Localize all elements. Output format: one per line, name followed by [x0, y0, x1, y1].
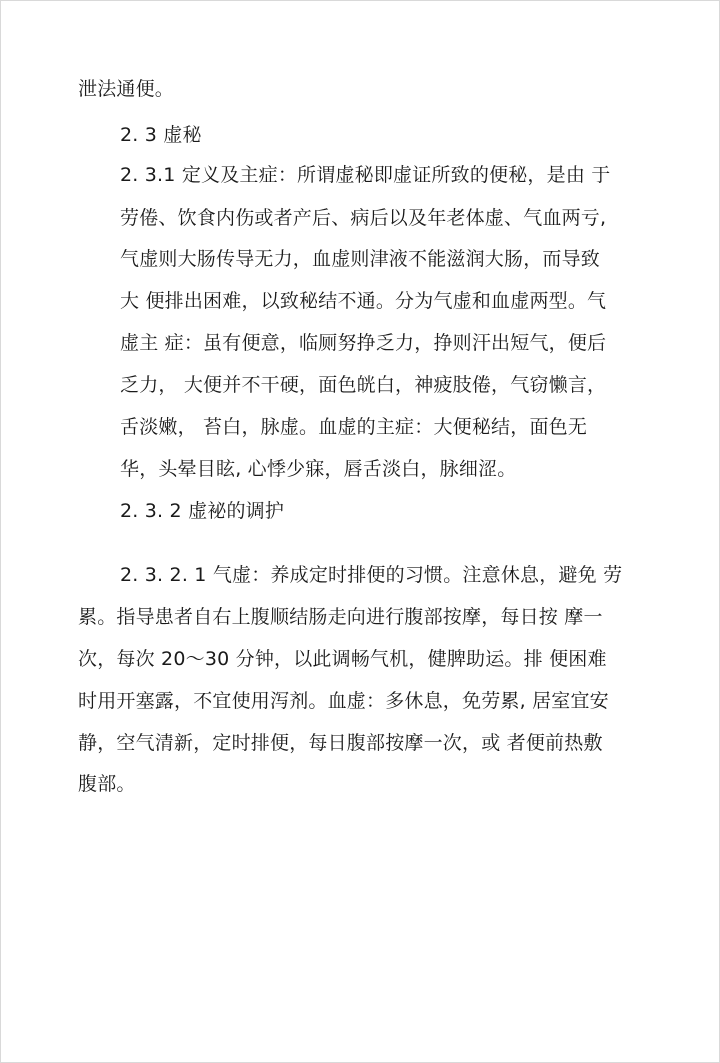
section-heading-2-3: 2. 3 虚秘 — [120, 124, 202, 146]
text-line-8: 乏力， 大便并不干硬，面色㿠白，神疲肢倦，气窃懒言， — [120, 374, 607, 396]
text-line-12: 2. 3. 2. 1 气虚：养成定时排便的习惯。注意休息，避免 劳 — [120, 564, 623, 586]
section-heading-2-3-2: 2. 3. 2 虚袐的调护 — [120, 500, 285, 522]
text-line-3: 2. 3.1 定义及主症：所谓虚秘即虚证所致的便秘，是由 于 — [120, 164, 611, 186]
text-line-16: 静，空气清新，定时排便，每日腹部按摩一次，或 者便前热敷 — [78, 732, 603, 754]
text-line-13: 累。指导患者自右上腹顺结肠走向进行腹部按摩，每日按 摩一 — [78, 606, 603, 628]
text-line-4: 劳倦、饮食内伤或者产后、病后以及年老体虚、气血两亏, — [120, 207, 607, 229]
text-line-17: 腹部。 — [78, 773, 136, 795]
text-line-6: 大 便排出困难，以致秘结不通。分为气虚和血虚两型。气 — [120, 290, 607, 312]
text-line-1: 泄法通便。 — [78, 78, 175, 100]
text-line-10: 华，头晕目眩, 心悸少寐，唇舌淡白，脉细涩。 — [120, 458, 517, 480]
text-line-9: 舌淡嫩， 苔白，脉虚。血虚的主症：大便秘结，面色无 — [120, 416, 588, 438]
text-line-14: 次，每次 20～30 分钟，以此调畅气机，健脾助运。排 便困难 — [78, 648, 607, 670]
text-line-5: 气虚则大肠传导无力，血虚则津液不能滋润大肠，而导致 — [120, 248, 601, 270]
text-line-7: 虚主 症：虽有便意，临厕努挣乏力，挣则汗出短气，便后 — [120, 332, 607, 354]
text-line-15: 时用开塞露，不宜使用泻剂。血虚：多休息，免劳累, 居室宜安 — [78, 690, 609, 712]
